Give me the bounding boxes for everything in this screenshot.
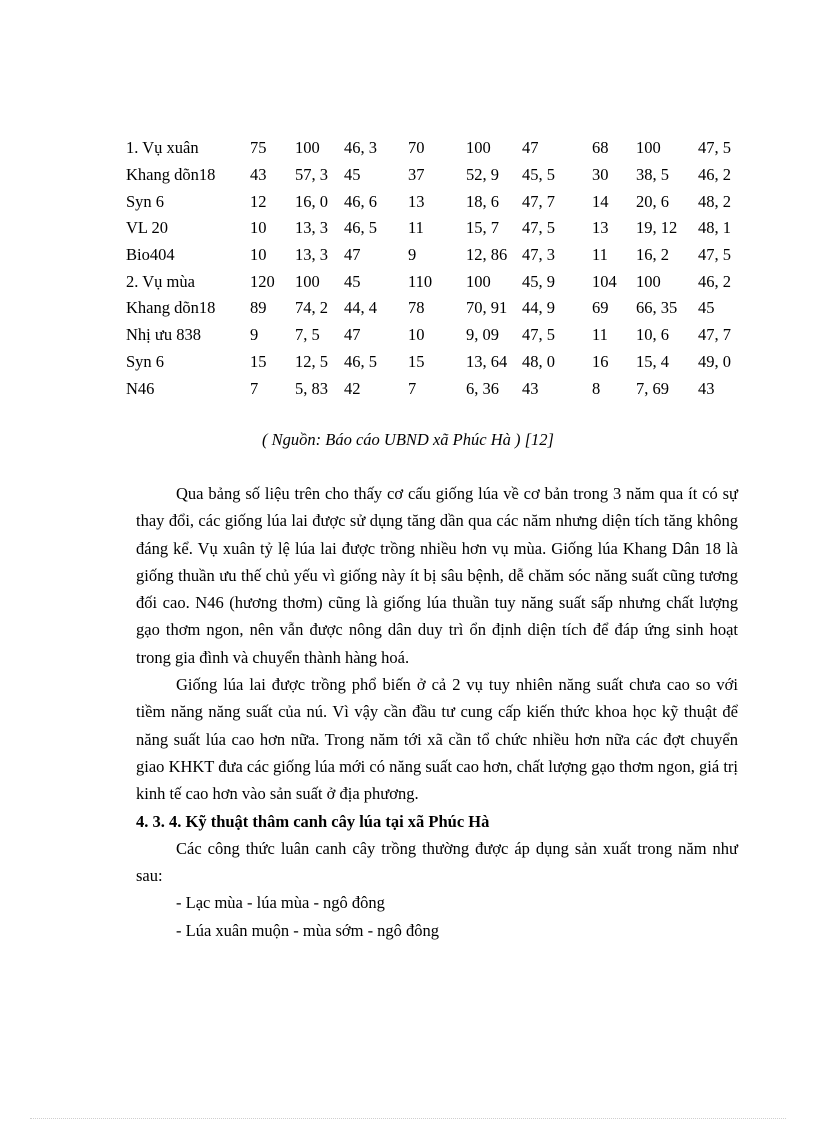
section-heading: 4. 3. 4. Kỹ thuật thâm canh cây lúa tại xã Phúc Hà: [136, 811, 490, 831]
row-label: 1. Vụ xuân: [126, 138, 199, 158]
table-cell: 10, 6: [636, 325, 669, 345]
table-cell: 10: [250, 218, 267, 238]
table-cell: 9: [250, 325, 259, 345]
table-row: [126, 242, 748, 269]
table-cell: 9: [408, 245, 417, 265]
table-cell: 16: [592, 351, 609, 371]
table-cell: 37: [408, 165, 425, 185]
table-row: [126, 162, 748, 189]
table-cell: 13: [408, 191, 425, 211]
table-cell: 7, 5: [295, 325, 320, 345]
table-cell: 43: [698, 378, 715, 398]
table-cell: 20, 6: [636, 191, 669, 211]
table-cell: 44, 9: [522, 298, 555, 318]
table-cell: 45: [344, 271, 361, 291]
table-cell: 9, 09: [466, 325, 499, 345]
table-cell: 46, 2: [698, 165, 731, 185]
table-cell: 100: [295, 138, 320, 158]
row-label: VL 20: [126, 218, 169, 238]
table-cell: 48, 0: [522, 351, 555, 371]
table-cell: 45: [344, 165, 361, 185]
table-cell: 14: [592, 191, 609, 211]
table-cell: 100: [466, 271, 491, 291]
table-cell: 45: [698, 298, 715, 318]
table-cell: 47, 5: [522, 218, 555, 238]
table-cell: 13: [592, 218, 609, 238]
table-cell: 12: [250, 191, 267, 211]
table-cell: 7, 69: [636, 378, 669, 398]
table-row: [126, 349, 748, 376]
table-cell: 49, 0: [698, 351, 731, 371]
paragraph-analysis: Qua bảng số liệu trên cho thấy cơ cấu giống lúa về cơ bản trong 3 năm qua ít có sự thay đổi, các giống lúa lai được sử dụng tăng dần qua các năm nhưng diện tích tăng không đáng kể. Vụ xuân tỷ lệ lúa lai được trồng nhiều hơn vụ mùa. Giống lúa Khang Dân 18 là giống thuần ưu thế chủ yếu vì giống này ít bị sâu bệnh, dễ chăm sóc năng suất cũng tương đối cao. N46 (hương thơm) cũng là giống lúa thuần tuy năng suất sấp nhưng chất lượng gạo thơm ngon, nên vẫn được nông dân duy trì ổn định diện tích để đáp ứng sinh hoạt trong gia đình và chuyển thành hàng hoá.: [136, 484, 738, 667]
table-cell: 57, 3: [295, 165, 328, 185]
table-cell: 43: [522, 378, 539, 398]
table-body: [126, 135, 748, 402]
table-cell: 10: [250, 245, 267, 265]
row-label: N46: [126, 378, 155, 398]
table-cell: 47, 7: [522, 191, 555, 211]
paragraph-intro: Các công thức luân canh cây trồng thường được áp dụng sản xuất trong năm như sau:: [136, 838, 738, 886]
table-cell: 30: [592, 165, 609, 185]
table-cell: 46, 2: [698, 271, 731, 291]
table-cell: 11: [592, 245, 608, 265]
table-cell: 12, 5: [295, 351, 328, 371]
table-cell: 15: [250, 351, 267, 371]
table-cell: 16, 2: [636, 245, 669, 265]
table-cell: 5, 83: [295, 378, 328, 398]
table-cell: 12, 86: [466, 245, 508, 265]
table-cell: 70, 91: [466, 298, 508, 318]
table-cell: 47: [344, 245, 361, 265]
table-cell: 47, 5: [522, 325, 555, 345]
table-cell: 6, 36: [466, 378, 499, 398]
table-cell: 13, 3: [295, 245, 328, 265]
table-cell: 15, 7: [466, 218, 499, 238]
row-label: Khang dõn18: [126, 165, 216, 185]
table-cell: 110: [408, 271, 433, 291]
table-row: [126, 135, 748, 162]
row-label: Syn 6: [126, 351, 165, 371]
table-cell: 44, 4: [344, 298, 377, 318]
footer-divider: [30, 1118, 786, 1119]
list-item: - Lúa xuân muộn - mùa sớm - ngô đông: [176, 920, 440, 940]
row-label: Nhị ưu 838: [126, 325, 201, 345]
table-cell: 16, 0: [295, 191, 328, 211]
table-row: [126, 322, 748, 349]
table-cell: 69: [592, 298, 609, 318]
table-cell: 100: [295, 271, 320, 291]
table-cell: 18, 6: [466, 191, 499, 211]
table-cell: 42: [344, 378, 361, 398]
table-cell: 48, 1: [698, 218, 731, 238]
table-cell: 100: [636, 138, 661, 158]
table-cell: 11: [408, 218, 424, 238]
table-cell: 47: [344, 325, 361, 345]
table-cell: 75: [250, 138, 267, 158]
table-cell: 19, 12: [636, 218, 678, 238]
table-cell: 15: [408, 351, 425, 371]
table-cell: 46, 6: [344, 191, 377, 211]
row-label: Khang dõn18: [126, 298, 216, 318]
table-cell: 104: [592, 271, 617, 291]
paragraph-hybrid-rice: Giống lúa lai được trồng phổ biến ở cả 2 vụ tuy nhiên năng suất chưa cao so với tiềm năng năng suất của nú. Vì vậy cần đầu tư cung cấp kiến thức khoa học kỹ thuật để năng suất lúa cao hơn nữa. Trong năm tới xã cần tổ chức nhiều hơn nữa các đợt chuyển giao KHKT đưa các giống lúa mới có năng suất cao hơn, chất lượng gạo thơm ngon, giá trị kinh tế cao hơn vào sản suất ở địa phương.: [136, 675, 738, 804]
table-cell: 7: [408, 378, 417, 398]
table-cell: 120: [250, 271, 275, 291]
table-cell: 66, 35: [636, 298, 678, 318]
table-cell: 47: [522, 138, 539, 158]
table-cell: 48, 2: [698, 191, 731, 211]
table-cell: 13, 64: [466, 351, 508, 371]
table-cell: 45, 9: [522, 271, 555, 291]
table-cell: 74, 2: [295, 298, 328, 318]
table-row: [126, 295, 748, 322]
table-cell: 43: [250, 165, 267, 185]
table-cell: 47, 7: [698, 325, 731, 345]
table-cell: 45, 5: [522, 165, 555, 185]
table-cell: 7: [250, 378, 259, 398]
table-cell: 11: [592, 325, 608, 345]
table-cell: 68: [592, 138, 609, 158]
table-cell: 100: [466, 138, 491, 158]
table-cell: 46, 5: [344, 351, 377, 371]
table-source-caption: ( Nguồn: Báo cáo UBND xã Phúc Hà ) [12]: [262, 430, 554, 449]
table-cell: 8: [592, 378, 601, 398]
table-cell: 46, 5: [344, 218, 377, 238]
table-cell: 13, 3: [295, 218, 328, 238]
table-row: [126, 375, 748, 402]
row-label: 2. Vụ mùa: [126, 271, 195, 291]
table-cell: 78: [408, 298, 425, 318]
table-cell: 38, 5: [636, 165, 669, 185]
table-cell: 47, 5: [698, 138, 731, 158]
rice-variety-table: [126, 135, 748, 402]
table-cell: 52, 9: [466, 165, 499, 185]
table-row: [126, 188, 748, 215]
table-cell: 46, 3: [344, 138, 377, 158]
table-cell: 70: [408, 138, 425, 158]
table-cell: 47, 3: [522, 245, 555, 265]
list-item: - Lạc mùa - lúa mùa - ngô đông: [176, 893, 385, 913]
table-cell: 15, 4: [636, 351, 669, 371]
table-row: [126, 215, 748, 242]
row-label: Bio404: [126, 245, 175, 265]
table-cell: 100: [636, 271, 661, 291]
row-label: Syn 6: [126, 191, 165, 211]
table-cell: 47, 5: [698, 245, 731, 265]
body-text: [136, 480, 738, 944]
table-row: [126, 268, 748, 295]
table-cell: 10: [408, 325, 425, 345]
table-cell: 89: [250, 298, 267, 318]
